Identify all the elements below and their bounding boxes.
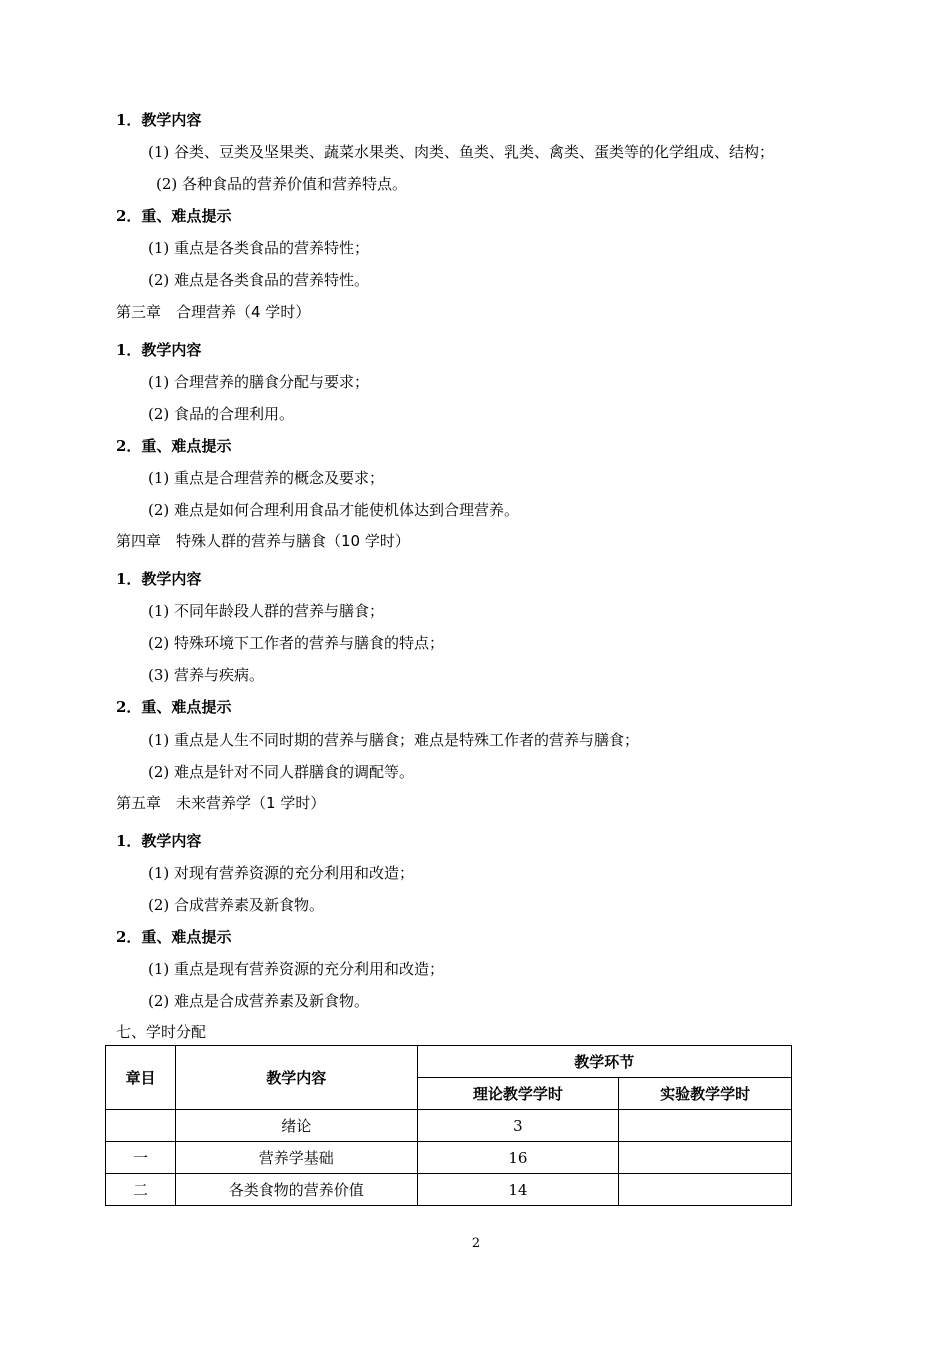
header-lab-hours: 实验教学学时: [619, 1078, 792, 1110]
header-content: 教学内容: [175, 1046, 417, 1110]
cell-chapter: [106, 1110, 176, 1142]
cell-theory: 16: [417, 1142, 619, 1174]
header-theory-hours: 理论教学学时: [417, 1078, 619, 1110]
list-item: (1) 重点是人生不同时期的营养与膳食；难点是特殊工作者的营养与膳食；: [148, 731, 640, 749]
list-item: (2) 难点是合成营养素及新食物。: [148, 992, 370, 1010]
cell-theory: 3: [417, 1110, 619, 1142]
chapter-title: 第四章 特殊人群的营养与膳食（10 学时）: [116, 532, 410, 550]
list-item: (1) 对现有营养资源的充分利用和改造；: [148, 864, 415, 882]
cell-chapter: 一: [106, 1142, 176, 1174]
cell-content: 各类食物的营养价值: [175, 1174, 417, 1206]
list-item: (2) 合成营养素及新食物。: [148, 896, 325, 914]
heading-teaching-content: 1．教学内容: [116, 111, 202, 129]
list-item: (1) 重点是现有营养资源的充分利用和改造；: [148, 960, 445, 978]
cell-lab: [619, 1174, 792, 1206]
list-item: (3) 营养与疾病。: [148, 666, 265, 684]
page-number: 2: [471, 1236, 481, 1251]
list-item: (1) 合理营养的膳食分配与要求；: [148, 373, 370, 391]
section-title: 七、学时分配: [116, 1023, 207, 1041]
list-item: (2) 难点是针对不同人群膳食的调配等。: [148, 763, 415, 781]
list-item: (1) 不同年龄段人群的营养与膳食；: [148, 602, 385, 620]
cell-content: 营养学基础: [175, 1142, 417, 1174]
cell-lab: [619, 1110, 792, 1142]
heading-teaching-content: 1．教学内容: [116, 832, 202, 850]
heading-key-points: 2．重、难点提示: [116, 437, 232, 455]
list-item: (2) 各种食品的营养价值和营养特点。: [156, 175, 408, 193]
table-row: [106, 1142, 792, 1174]
table-row: [106, 1174, 792, 1206]
list-item: (2) 难点是如何合理利用食品才能使机体达到合理营养。: [148, 501, 520, 519]
list-item: (2) 食品的合理利用。: [148, 405, 295, 423]
cell-content: 绪论: [175, 1110, 417, 1142]
heading-teaching-content: 1．教学内容: [116, 570, 202, 588]
cell-lab: [619, 1142, 792, 1174]
heading-key-points: 2．重、难点提示: [116, 928, 232, 946]
table-row: [106, 1110, 792, 1142]
chapter-title: 第三章 合理营养（4 学时）: [116, 303, 311, 321]
list-item: (1) 重点是各类食品的营养特性；: [148, 239, 370, 257]
hours-allocation-table: [105, 1045, 792, 1206]
list-item: (1) 谷类、豆类及坚果类、蔬菜水果类、肉类、鱼类、乳类、禽类、蛋类等的化学组成、结构；: [148, 143, 775, 161]
heading-key-points: 2．重、难点提示: [116, 207, 232, 225]
heading-teaching-content: 1．教学内容: [116, 341, 202, 359]
header-chapter: 章目: [106, 1046, 176, 1110]
header-teaching-stage: 教学环节: [417, 1046, 791, 1078]
list-item: (1) 重点是合理营养的概念及要求；: [148, 469, 385, 487]
cell-theory: 14: [417, 1174, 619, 1206]
heading-key-points: 2．重、难点提示: [116, 698, 232, 716]
list-item: (2) 特殊环境下工作者的营养与膳食的特点；: [148, 634, 445, 652]
chapter-title: 第五章 未来营养学（1 学时）: [116, 794, 326, 812]
cell-chapter: 二: [106, 1174, 176, 1206]
list-item: (2) 难点是各类食品的营养特性。: [148, 271, 370, 289]
